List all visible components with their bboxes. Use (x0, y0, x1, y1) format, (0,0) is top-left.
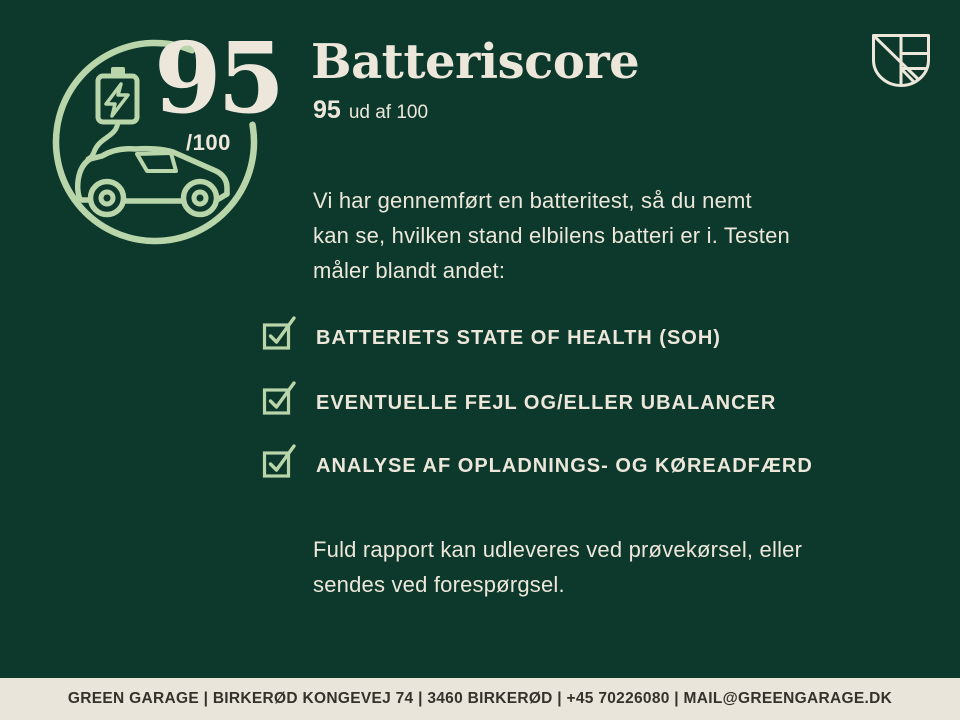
green-garage-logo-icon (871, 33, 931, 88)
subtitle-score: 95 (313, 96, 341, 124)
car-icon (78, 149, 227, 215)
subtitle-suffix: ud af 100 (348, 102, 429, 123)
score-denominator: /100 (186, 130, 231, 155)
checklist-item-label: BATTERIETS STATE OF HEALTH (SOH) (316, 327, 721, 349)
outro-text (313, 532, 802, 602)
outro-line: sendes ved forespørgsel. (313, 572, 565, 597)
checkbox-checked-icon (262, 377, 296, 415)
battery-terminal (111, 67, 125, 76)
checklist-item (262, 375, 776, 415)
lightning-bolt-icon (106, 84, 128, 116)
front-wheel (91, 182, 124, 215)
car-window (137, 153, 176, 171)
footer-text: GREEN GARAGE | BIRKERØD KONGEVEJ 74 | 3460 BIRKERØD | +45 70226080 | MAIL@GREENGARAGE.DK (67, 690, 893, 707)
footer-bar (0, 678, 960, 720)
checklist-item (262, 310, 721, 350)
intro-line: måler blandt andet: (313, 258, 506, 283)
checklist-item-label: EVENTUELLE FEJL OG/ELLER UBALANCER (316, 392, 777, 414)
outro-line: Fuld rapport kan udleveres ved prøvekørsel, eller (313, 537, 803, 562)
rear-wheel (184, 182, 217, 215)
checklist-item-label: ANALYSE AF OPLADNINGS- OG KØREADFÆRD (316, 455, 813, 477)
battery-icon (98, 67, 137, 122)
checklist-item (262, 438, 813, 478)
score-subtitle (313, 96, 428, 125)
intro-text (313, 183, 790, 288)
rear-wheel-hub (194, 192, 206, 204)
score-value: 95 (154, 21, 281, 135)
page-title: Batteriscore (311, 34, 640, 90)
checkbox-checked-icon (262, 440, 296, 478)
front-wheel-hub (101, 192, 113, 204)
leaf-diagonal-vein (874, 36, 918, 79)
intro-line: Vi har gennemført en batteritest, så du nemt (313, 188, 752, 213)
checkbox-checked-icon (262, 312, 296, 350)
intro-line: kan se, hvilken stand elbilens batteri er i. Testen (313, 223, 790, 248)
